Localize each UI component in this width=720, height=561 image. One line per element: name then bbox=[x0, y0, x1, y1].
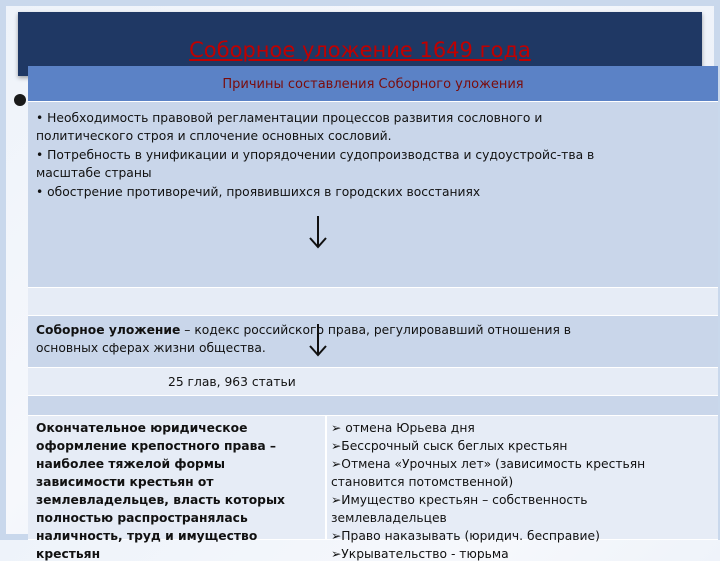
right-text-line: ➢Отмена «Урочных лет» (зависимость крестьян bbox=[331, 457, 646, 471]
consequences-row bbox=[28, 416, 718, 561]
down-arrow-icon bbox=[306, 322, 330, 358]
left-text-line: Окончательное юридическое bbox=[36, 421, 248, 435]
left-text-line: наличность, труд и имущество bbox=[36, 529, 258, 543]
slide-title: Соборное уложение 1649 года bbox=[189, 38, 531, 62]
right-text-line: ➢Бессрочный сыск беглых крестьян bbox=[331, 439, 568, 453]
definition-term: Соборное уложение bbox=[36, 323, 181, 337]
definition-row bbox=[28, 316, 718, 368]
left-text-line: оформление крепостного права – bbox=[36, 439, 277, 453]
arrow-row bbox=[28, 288, 718, 316]
count-row bbox=[28, 368, 718, 396]
right-text-line: землевладельцев bbox=[331, 511, 447, 525]
content-table bbox=[28, 66, 718, 561]
right-text-line: ➢Право наказывать (юридич. бесправие) bbox=[331, 529, 600, 543]
reasons-row bbox=[28, 102, 718, 288]
definition-text: – кодекс российского права, регулировавший отношения в bbox=[180, 323, 571, 337]
left-text-line: зависимости крестьян от bbox=[36, 475, 214, 489]
arrow-row bbox=[28, 396, 718, 416]
reason-line: политического строя и сплочение основных сословий. bbox=[36, 129, 392, 143]
left-text-line: полностью распространялась bbox=[36, 511, 248, 525]
definition-line-2: основных сферах жизни общества. bbox=[36, 341, 266, 355]
left-text-line: крестьян bbox=[36, 547, 101, 561]
right-text-line: ➢ отмена Юрьева дня bbox=[331, 421, 475, 435]
bullet-dot bbox=[14, 94, 26, 106]
reason-line: • Необходимость правовой регламентации процессов развития сословного и bbox=[36, 111, 543, 125]
reason-line: • обострение противоречий, проявившихся в городских восстаниях bbox=[36, 185, 481, 199]
right-text-line: становится потомственной) bbox=[331, 475, 514, 489]
definition-line-1 bbox=[36, 323, 571, 337]
down-arrow-icon bbox=[306, 214, 330, 250]
reason-line: • Потребность в унификации и упорядочении судопроизводства и судоустройс-тва в bbox=[36, 148, 595, 162]
left-text-line: наиболее тяжелой формы bbox=[36, 457, 225, 471]
right-text-line: ➢Укрывательство - тюрьма bbox=[331, 547, 509, 561]
reason-line: масштабе страны bbox=[36, 166, 152, 180]
column-divider bbox=[325, 416, 327, 540]
left-text-line: землевладельцев, власть которых bbox=[36, 493, 285, 507]
table-header-row bbox=[28, 66, 718, 102]
right-text-line: ➢Имущество крестьян – собственность bbox=[331, 493, 588, 507]
table-header: Причины составления Соборного уложения bbox=[222, 77, 524, 92]
chapters-count: 25 глав, 963 статьи bbox=[168, 375, 296, 389]
